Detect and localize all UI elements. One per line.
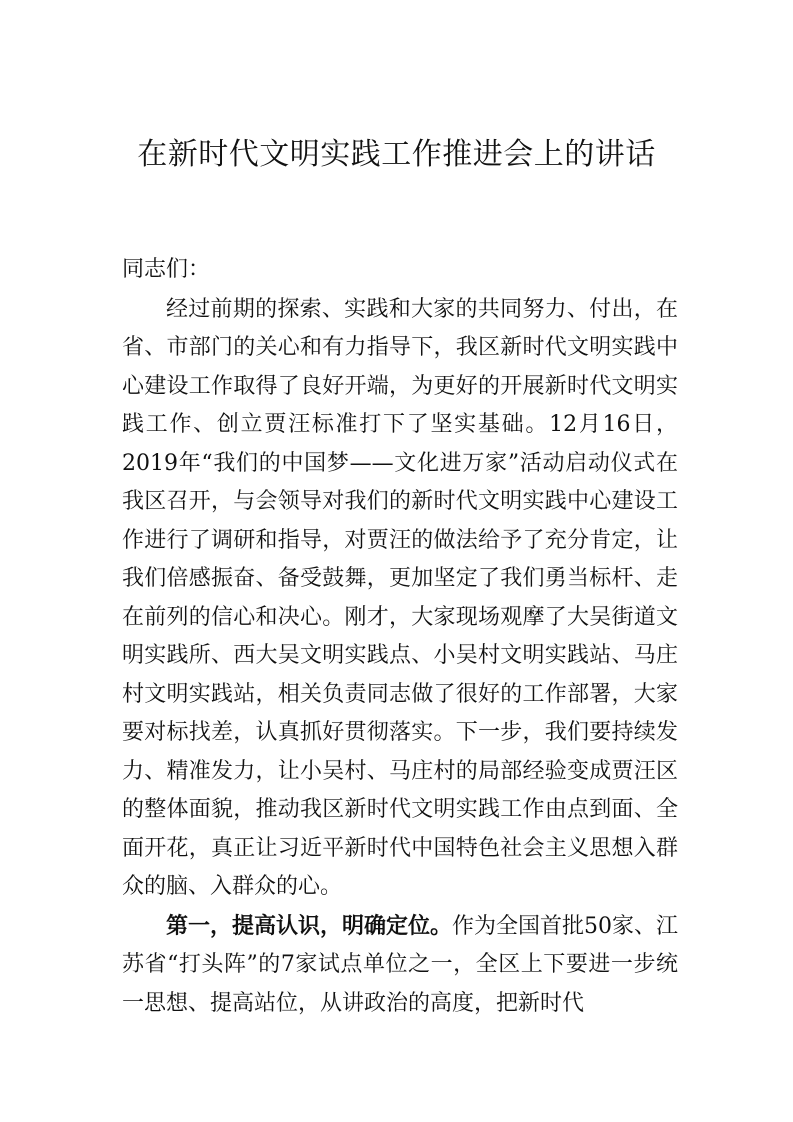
paragraph-1: [122, 290, 678, 907]
paragraph-2-lead: 第一，提高认识，明确定位。: [166, 912, 453, 939]
document-body: [122, 251, 678, 1023]
paragraph-2-text: 作为全国首批50家、江苏省“打头阵”的7家试点单位之一，全区上下要进一步统一思想、提高站位，从讲政治的高度，把新时代: [122, 913, 679, 1016]
document-title: 在新时代文明实践工作推进会上的讲话: [137, 137, 656, 172]
salutation: 同志们：: [122, 257, 211, 282]
paragraph-2: [122, 907, 678, 1024]
paragraph-1-text: 经过前期的探索、实践和大家的共同努力、付出，在省、市部门的关心和有力指导下，我区新时代文明实践中心建设工作取得了良好开端，为更好的开展新时代文明实践工作、创立贾汪标准打下了坚实基础。12月16日，2019年“我们的中国梦——文化进万家”活动启动仪式在我区召开，与会领导对我们的新时代文明实践中心建设工作进行了调研和指导，对贾汪的做法给予了充分肯定，让我们倍感振奋、备受鼓舞，更加坚定了我们勇当标杆、走在前列的信心和决心。刚才，大家现场观摩了大吴街道文明实践所、西大吴文明实践点、小吴村文明实践站、马庄村文明实践站，相关负责同志做了很好的工作部署，大家要对标找差，认真抓好贯彻落实。下一步，我们要持续发力、精准发力，让小吴村、马庄村的局部经验变成贾汪区的整体面貌，推动我区新时代文明实践工作由点到面、全面开花，真正让习近平新时代中国特色社会主义思想入群众的脑、入群众的心。: [122, 296, 678, 899]
